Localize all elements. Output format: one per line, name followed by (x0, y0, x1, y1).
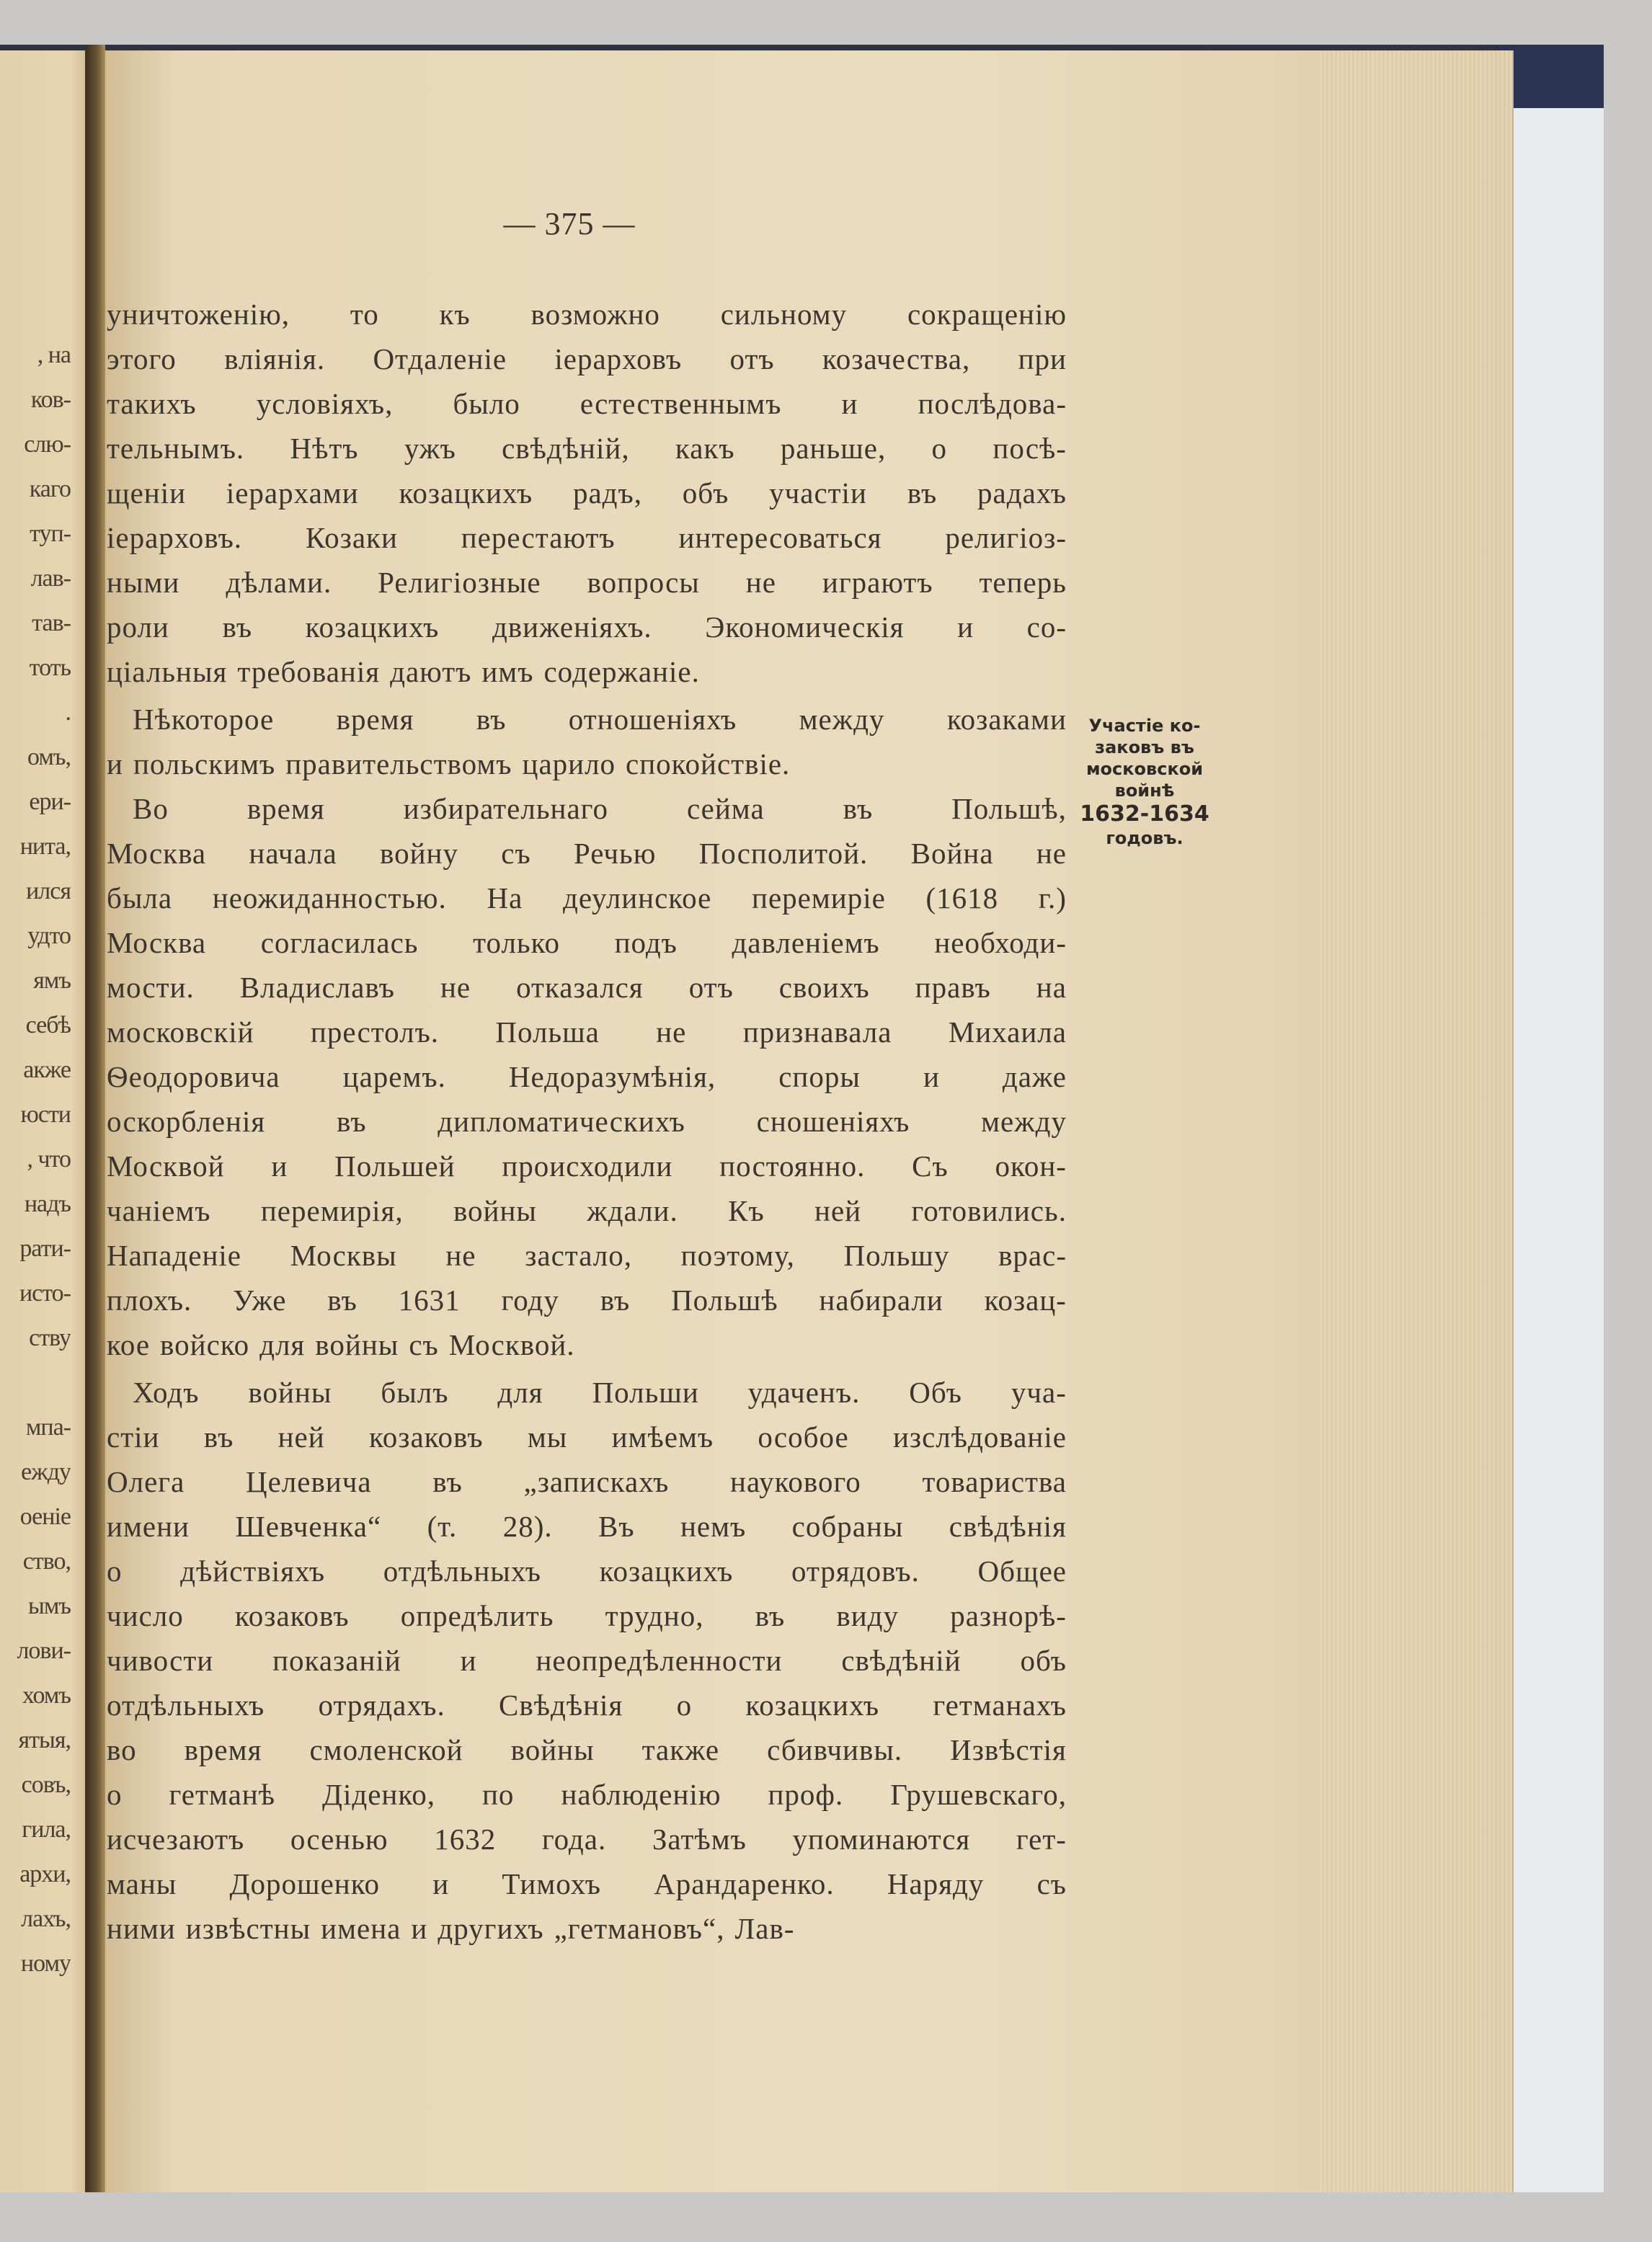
left-fragment-line: надъ (24, 1191, 71, 1217)
margin-note-line: 1632-1634 (1080, 801, 1209, 827)
margin-note-line: заковъ въ (1095, 737, 1194, 757)
text-line: отдѣльныхъ отрядахъ. Свѣдѣнія о козацкихъ гетманахъ (107, 1689, 1067, 1722)
left-fragment-line: ство, (22, 1548, 71, 1575)
left-fragment-line: хомъ (22, 1682, 71, 1709)
text-line: ными дѣлами. Религіозные вопросы не играютъ теперь (107, 566, 1067, 599)
margin-note-line: Участіе ко- (1088, 716, 1201, 736)
left-fragment-line: лав- (30, 565, 71, 592)
left-fragment-line: ери- (29, 788, 71, 815)
left-fragment-line: рати- (19, 1235, 71, 1262)
text-line: Ходъ войны былъ для Польши удаченъ. Объ уча- (133, 1376, 1067, 1409)
left-fragment-line: акже (23, 1057, 71, 1083)
text-line: кое войско для войны съ Москвой. (107, 1328, 575, 1361)
text-line: о гетманѣ Діденко, по наблюденію проф. Грушевскаго, (107, 1778, 1067, 1811)
left-fragment-line: юсти (20, 1101, 71, 1128)
left-fragment-line: омъ, (27, 744, 71, 770)
left-fragment-line (1, 1361, 71, 1405)
left-fragment-line: совъ, (21, 1771, 71, 1798)
margin-note-line: войнѣ (1114, 780, 1175, 801)
left-fragment-line: исто- (19, 1280, 71, 1307)
left-fragment-line: нита, (19, 833, 71, 860)
book-cover-corner (1499, 45, 1604, 110)
left-fragment-line: лови- (17, 1637, 71, 1664)
text-line: была неожиданностью. На деулинское перемиріе (1618 г.) (107, 881, 1067, 915)
left-fragment-line: , что (27, 1146, 71, 1173)
text-line: маны Дорошенко и Тимохъ Арандаренко. Наряду съ (107, 1867, 1067, 1900)
left-fragment-line: удто (27, 922, 71, 949)
text-line: ціальныя требованія даютъ имъ содержаніе. (107, 655, 700, 688)
left-fragment-line: , на (37, 342, 71, 368)
left-fragment-line: архи, (19, 1861, 71, 1887)
page-edges (1319, 50, 1514, 2192)
text-line: имени Шевченка“ (т. 28). Въ немъ собраны свѣдѣнія (107, 1510, 1067, 1543)
text-line: Москвой и Польшей происходили постоянно. Съ окон- (107, 1149, 1067, 1183)
text-line: тельнымъ. Нѣтъ ужъ свѣдѣній, какъ раньше, о посѣ- (107, 432, 1067, 465)
text-line: число козаковъ опредѣлить трудно, въ виду разнорѣ- (107, 1599, 1067, 1632)
left-fragment-line: ному (20, 1950, 71, 1977)
text-line: такихъ условіяхъ, было естественнымъ и послѣдова- (107, 387, 1067, 420)
left-fragment-line: лахъ, (21, 1905, 71, 1932)
left-fragment-line: себѣ (25, 1012, 71, 1038)
left-fragment-line: туп- (30, 520, 71, 547)
text-line: и польскимъ правительствомъ царило спокойствіе. (107, 747, 791, 780)
text-line: чаніемъ перемирія, войны ждали. Къ ней готовились. (107, 1194, 1067, 1227)
left-fragment-line: гила, (22, 1816, 71, 1843)
left-fragment-line: тав- (32, 610, 71, 636)
left-fragment-line: тоть (29, 654, 71, 681)
left-fragment-line: оеніе (19, 1503, 71, 1530)
margin-note-line: годовъ. (1106, 828, 1184, 848)
scan-background (1514, 108, 1604, 2192)
text-line: московскій престолъ. Польша не признавала Михаила (107, 1015, 1067, 1049)
text-line: Москва согласилась только подъ давленіемъ необходи- (107, 926, 1067, 959)
text-line: Во время избирательнаго сейма въ Польшѣ, (133, 792, 1067, 825)
text-line: Нападеніе Москвы не застало, поэтому, Польшу врас- (107, 1239, 1067, 1272)
left-fragment-line: ямъ (33, 967, 71, 994)
text-line: іерарховъ. Козаки перестаютъ интересоваться религіоз- (107, 521, 1067, 554)
text-line: щеніи іерархами козацкихъ радъ, объ участіи въ радахъ (107, 476, 1067, 510)
left-fragment-line: ков- (30, 386, 71, 413)
margin-note-line: московской (1085, 759, 1204, 779)
text-line: роли въ козацкихъ движеніяхъ. Экономическія и со- (107, 610, 1067, 644)
text-line: Олега Целевича въ „запискахъ наукового товариства (107, 1465, 1067, 1498)
scan-bottom-border (0, 2192, 1652, 2242)
left-fragment-line: каго (29, 476, 71, 502)
left-fragment-line: ился (26, 878, 71, 904)
left-fragment-line: мпа- (25, 1414, 71, 1441)
left-fragment-line: . (65, 699, 71, 726)
book-gutter (85, 45, 105, 2192)
text-line: о дѣйствіяхъ отдѣльныхъ козацкихъ отрядовъ. Общее (107, 1554, 1067, 1588)
text-line: Ѳеодоровича царемъ. Недоразумѣнія, споры и даже (107, 1060, 1067, 1093)
left-fragment-line: ежду (21, 1459, 71, 1485)
body-text (107, 292, 1067, 1951)
text-line: мости. Владиславъ не отказался отъ своихъ правъ на (107, 971, 1067, 1004)
text-line: оскорбленія въ дипломатическихъ сношеніяхъ между (107, 1105, 1067, 1138)
text-line: уничтоженію, то къ возможно сильному сокращенію (107, 298, 1067, 331)
page-number: — 375 — (503, 206, 636, 241)
text-line: Нѣкоторое время въ отношеніяхъ между козаками (133, 703, 1067, 736)
text-line: ними извѣстны имена и другихъ „гетмановъ“, Лав- (107, 1912, 795, 1945)
margin-note (1068, 715, 1221, 849)
text-line: плохъ. Уже въ 1631 году въ Польшѣ набирали козац- (107, 1284, 1067, 1317)
left-fragment-line: ымъ (28, 1593, 71, 1619)
left-fragment-line: ятыя, (18, 1727, 71, 1753)
left-fragment-line: ству (29, 1325, 71, 1351)
left-fragment-line: слю- (24, 431, 71, 458)
text-line: во время смоленской войны также сбивчивы. Извѣстія (107, 1733, 1067, 1766)
text-line: чивости показаній и неопредѣленности свѣдѣній объ (107, 1644, 1067, 1677)
text-line: исчезаютъ осенью 1632 года. Затѣмъ упоминаются гет- (107, 1823, 1067, 1856)
text-line: Москва начала войну съ Речью Посполитой. Война не (107, 837, 1067, 870)
text-line: стіи въ ней козаковъ мы имѣемъ особое изслѣдованіе (107, 1420, 1067, 1454)
left-page-text-fragment (1, 333, 71, 1986)
text-line: этого вліянія. Отдаленіе іерарховъ отъ козачества, при (107, 342, 1067, 375)
